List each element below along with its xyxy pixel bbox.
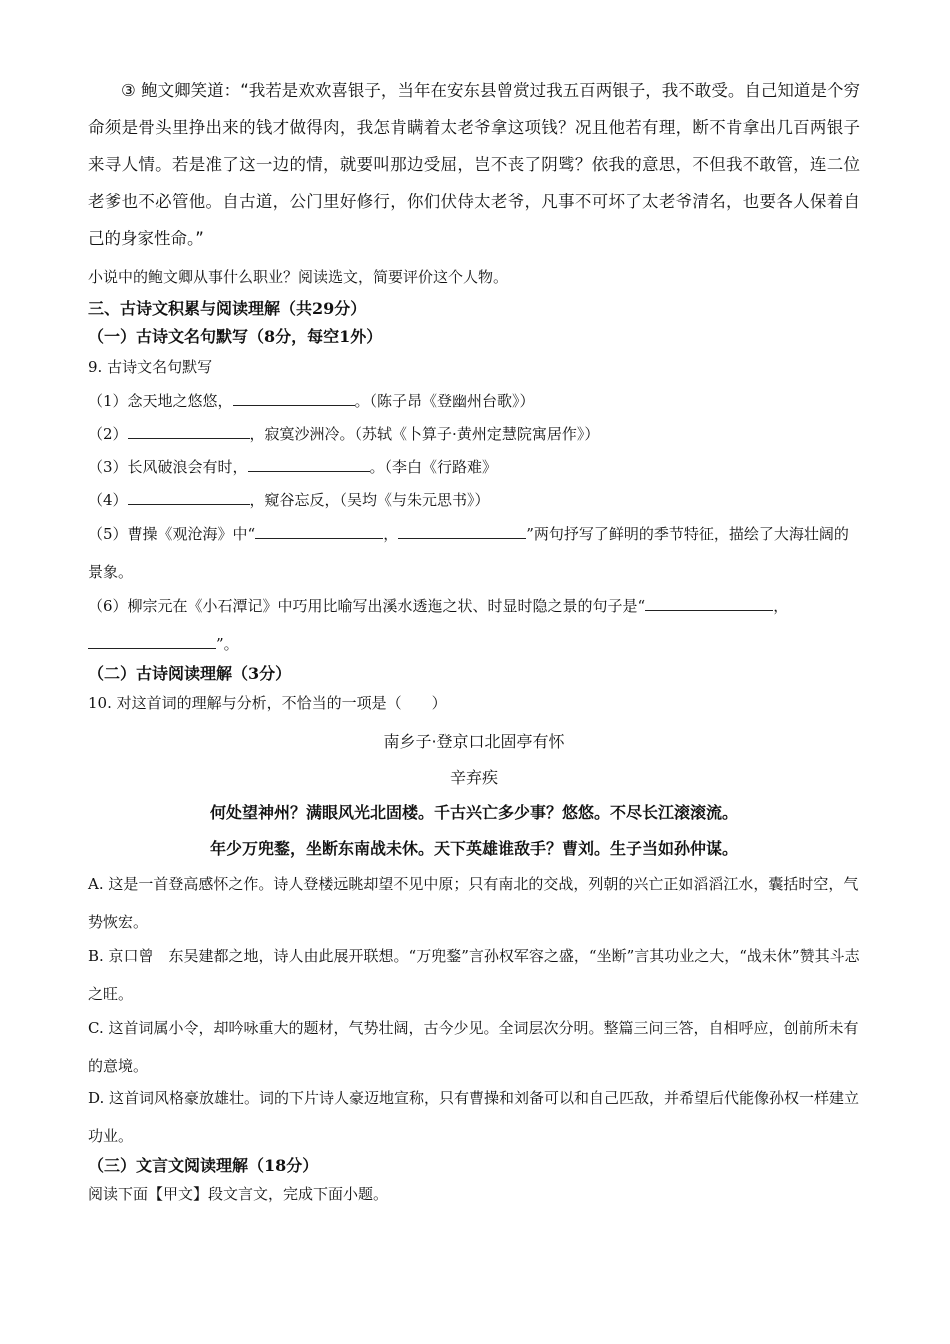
poem-line-2: 年少万兜鍪，坐断东南战未休。天下英雄谁敌手？曹刘。生子当如孙仲谋。 [209,839,738,858]
question-9-item-2 [88,423,868,445]
item-5-separator: ， [383,525,399,543]
answer-blank[interactable] [255,524,383,539]
item-3-prefix: （3）长风破浪会有时， [88,458,248,476]
poem-title: 南乡子·登京口北固亭有怀 [383,732,565,751]
passage-paragraph-3: ③ 鲍文卿笑道：“我若是欢欢喜银子，当年在安东县曾赏过我五百两银子，我不敢受。自己知道是个穷命须是骨头里挣出来的钱才做得肉，我怎肯瞒着太老爷拿这项钱？况且他若有理，断不肯拿出几百两银子来寻人情。若是准了这一边的情，就要叫那边受屈，岂不丧了阴骘？依我的意思，不但我不敢管，连二位老爹也不必管他。自古道，公门里好修行，你们伏侍太老爷，凡事不可坏了太老爷清名，也要各人保着自己的身家性命。” [88,81,860,248]
answer-blank[interactable] [128,424,250,439]
question-9-item-3 [88,456,868,478]
answer-blank[interactable] [398,524,526,539]
subsection-3-title: （三）文言文阅读理解（18分） [88,1156,319,1175]
question-9-item-6 [88,587,860,663]
answer-blank[interactable] [645,596,773,611]
answer-blank[interactable] [248,457,370,472]
item-4-suffix: ，窥谷忘反，（吴均《与朱元思书》） [249,491,490,509]
question-11-intro: 阅读下面【甲文】段文言文，完成下面小题。 [88,1185,389,1203]
item-5-suffix: ”两句抒写了鲜明的季节特征，描绘了大海壮阔的景象。 [88,525,849,581]
option-a: A. 这是一首登高感怀之作。诗人登楼远眺却望不见中原；只有南北的交战，列朝的兴亡正如滔滔江水，囊括时空，气势恢宏。 [88,875,859,931]
question-10-stem: 10. 对这首词的理解与分析，不恰当的一项是（ ） [88,694,447,712]
option-d: D. 这首词风格豪放雄壮。词的下片诗人豪迈地宣称，只有曹操和刘备可以和自己匹敌，并希望后代能像孙权一样建立功业。 [88,1089,860,1145]
option-c: C. 这首词属小令，却吟咏重大的题材，气势壮阔，古今少见。全词层次分明。整篇三问三答，自相呼应，创前所未有的意境。 [88,1019,859,1075]
question-9-item-4 [88,489,868,511]
item-3-suffix: 。（李白《行路难》 [369,458,498,476]
item-6-prefix: （6）柳宗元在《小石潭记》中巧用比喻写出溪水透迤之状、时显时隐之景的句子是“ [88,597,646,615]
question-9-item-1 [88,390,868,412]
item-1-prefix: （1）念天地之悠悠， [88,392,233,410]
option-b: B. 京口曾 东吴建都之地，诗人由此展开联想。“万兜鍪”言孙权军容之盛，“坐断”言其功业之大，“战未休”赞其斗志之旺。 [88,947,860,1003]
item-1-suffix: 。（陈子昂《登幽州台歌》） [354,392,535,410]
subsection-1-title: （一）古诗文名句默写（8分，每空1外） [88,327,383,346]
question-9-item-5 [88,515,860,591]
answer-blank[interactable] [233,391,355,406]
item-2-prefix: （2） [88,425,128,443]
answer-blank[interactable] [88,634,216,649]
item-4-prefix: （4） [88,491,128,509]
answer-blank[interactable] [128,490,250,505]
item-5-prefix: （5）曹操《观沧海》中“ [88,525,256,543]
poem-line-1: 何处望神州？满眼风光北固楼。千古兴亡多少事？悠悠。不尽长江滚滚流。 [209,803,738,822]
section-3-title: 三、古诗文积累与阅读理解（共29分） [88,299,367,318]
item-6-separator: ， [773,597,789,615]
item-2-suffix: ，寂寞沙洲冷。（苏轼《卜算子·黄州定慧院寓居作》） [249,425,600,443]
poem-author: 辛弃疾 [449,768,498,787]
question-8-prompt: 小说中的鲍文卿从事什么职业？阅读选文，简要评价这个人物。 [88,268,509,286]
item-6-suffix: ”。 [216,635,239,653]
question-9-stem: 9. 古诗文名句默写 [88,358,213,376]
subsection-2-title: （二）古诗阅读理解（3分） [88,664,292,683]
